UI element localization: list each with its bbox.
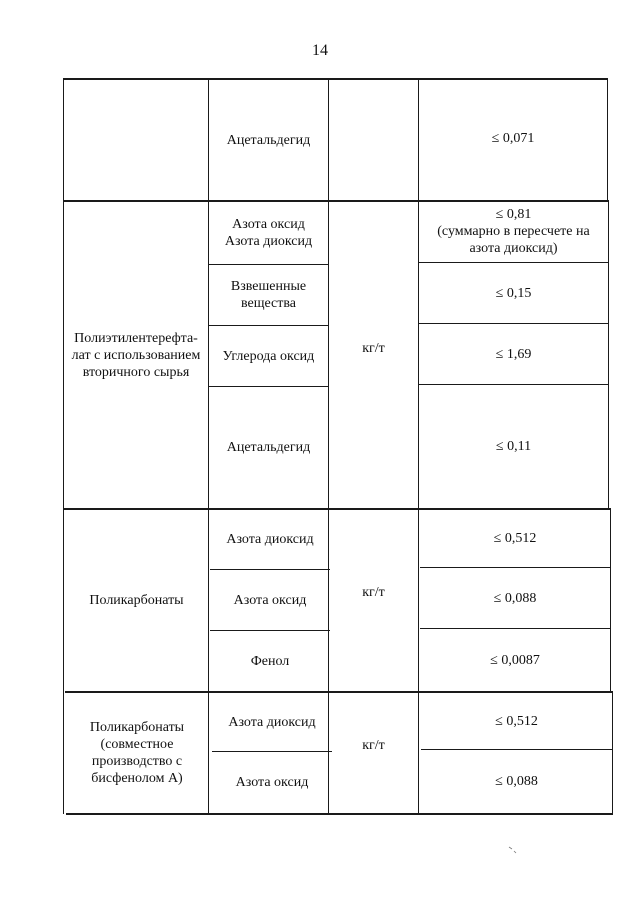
- table-rule: [66, 813, 613, 815]
- substance-cell: Фенол: [250, 653, 290, 669]
- value-cell: ≤ 0,512: [495, 713, 538, 729]
- unit-cell: кг/т: [362, 585, 385, 600]
- scan-artifact-mark: [508, 845, 518, 855]
- unit-cell: [329, 80, 418, 200]
- value-cell: ≤ 1,69: [495, 346, 532, 362]
- table-rule: [608, 200, 609, 510]
- substance-cell: Азота оксид Азота диоксид: [224, 217, 313, 249]
- substance-cell: Ацетальдегид: [226, 440, 311, 455]
- substance-cell: Азота диоксид: [226, 532, 314, 547]
- value-cell: ≤ 0,512: [493, 531, 537, 546]
- value-cell: ≤ 0,81 (суммарно в пересчете на азота диоксид): [437, 207, 590, 256]
- table-rule: [607, 78, 608, 202]
- value-cell: ≤ 0,0087: [490, 652, 540, 668]
- group-label-cell: Поликарбонаты (совместное производство с бисфенолом А): [89, 720, 185, 786]
- page-number: 14: [312, 42, 328, 59]
- group-label-cell: Полиэтилентерефта- лат с использованием вторичного сырья: [71, 330, 201, 380]
- table-rule: [612, 691, 613, 815]
- unit-cell: кг/т: [362, 737, 385, 753]
- substance-cell: Азота оксид: [233, 592, 307, 608]
- substance-cell: Азота диоксид: [228, 714, 316, 730]
- substance-cell: Взвешенные вещества: [230, 279, 307, 311]
- value-cell: ≤ 0,088: [493, 590, 537, 606]
- table-rule: [610, 508, 611, 693]
- substance-cell: Углерода оксид: [222, 348, 315, 364]
- unit-cell: кг/т: [362, 340, 385, 356]
- value-cell: ≤ 0,11: [495, 439, 532, 454]
- value-cell: ≤ 0,071: [491, 130, 535, 146]
- substance-cell: Ацетальдегид: [226, 132, 311, 148]
- substance-cell: Азота оксид: [235, 775, 309, 790]
- value-cell: ≤ 0,088: [495, 774, 538, 789]
- value-cell: ≤ 0,15: [495, 285, 532, 301]
- group-label-cell: [64, 80, 208, 200]
- group-label-cell: Поликарбонаты: [89, 593, 184, 608]
